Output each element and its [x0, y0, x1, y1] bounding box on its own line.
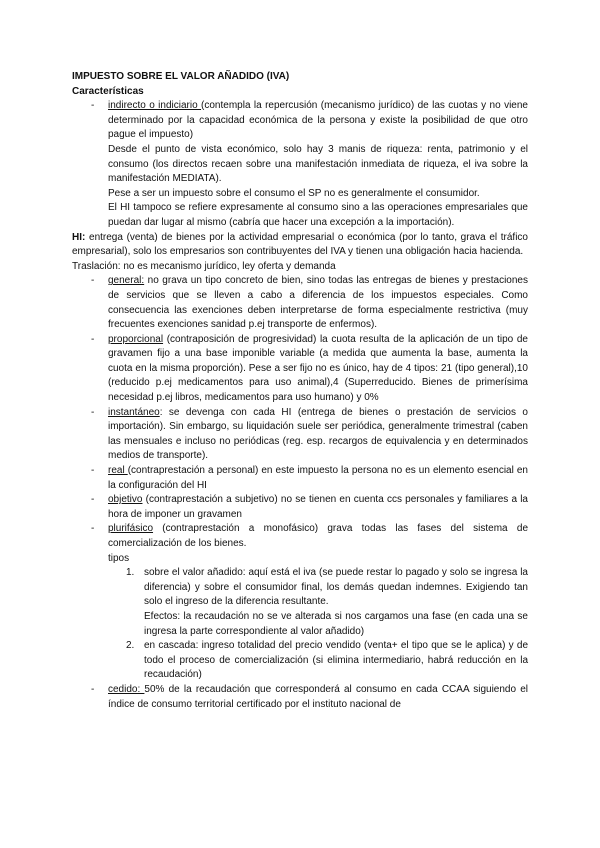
list-item-instantaneo: [72, 406, 528, 464]
list-item-indirecto: [72, 99, 528, 143]
term-plurifasico: plurifásico: [108, 523, 154, 535]
text-real: (contraprestación a personal) en este impuesto la persona no es un elemento esencial en la configuración del HI: [108, 465, 528, 491]
text-instantaneo: : se devenga con cada HI (entrega de bienes o prestación de servicios o importación). Sin embargo, su liquidación suele ser periódica, generalmente trimestral (caben las mensuales e incluso no periódicas (reg. esp. recargos de equivalencia y en determinados medios de transporte).: [108, 406, 528, 462]
hi-text: entrega (venta) de bienes por la actividad empresarial o económica (por lo tanto, grava el tráfico empresarial), solo los empresarios son contribuyentes del IVA y tienen una obligación hacia hacienda.: [72, 231, 528, 258]
tipos-item-1: [72, 566, 528, 610]
text-proporcional: (contraposición de progresividad) la cuota resulta de la aplicación de un tipo de gravamen fijo a una base imponible variable (a medida que aumenta la base, aumenta la cuota en la misma proporción). Pese a ser fijo no es único, hay de 4 tipos: 21 (tipo general),10 (reducido p.ej medicamentos para uso animal),4 (Superreducido. Bienes de primerísima necesidad p.ej libros, medicamentos para uso humano) y 0%: [108, 333, 528, 404]
tipos-label: tipos: [108, 552, 130, 564]
paragraph-riqueza: Desde el punto de vista económico, solo hay 3 manis de riqueza: renta, patrimonio y el consumo (los directos recaen sobre una manifestación inmediata de riqueza, el iva sobre la manifestación MEDIATA).: [108, 143, 528, 185]
term-cedido: cedido:: [108, 683, 145, 695]
paragraph-hi: [72, 231, 528, 260]
term-general: general:: [108, 275, 145, 287]
paragraph-sp-consumidor: Pese a ser un impuesto sobre el consumo el SP no es generalmente el consumidor.: [108, 187, 480, 199]
list-item-objetivo: [72, 493, 528, 522]
list-item-proporcional: [72, 333, 528, 406]
list-item-real: [72, 464, 528, 493]
paragraph-traslacion: Traslación: no es mecanismo jurídico, ley oferta y demanda: [72, 260, 336, 272]
characteristics-list: [72, 99, 528, 143]
traits-list: [72, 274, 528, 551]
text-general: no grava un tipo concreto de bien, sino todas las entregas de bienes y prestaciones de servicios que se lleven a cabo a diferencia de los impuestos especiales. Como consecuencia las exenciones deben interpretarse de forma especialmente restrictiva (muy frecuentes exenciones sanidad p.ej transporte de enfermos).: [108, 275, 528, 331]
tipos-item-text: en cascada: ingreso totalidad del precio vendido (venta+ el tipo que se le aplica) y de todo el proceso de comercialización (si elimina intermediario, habrá reducción en la recaudación): [144, 640, 528, 681]
text-indirecto: (contempla la repercusión (mecanismo jurídico) de las cuotas y no viene determinado por la capacidad económica de la persona y existe la posibilidad de que otro pague el impuesto): [108, 100, 528, 141]
tipos-item-2: [72, 639, 528, 683]
term-real: real: [108, 465, 128, 477]
list-item-general: [72, 274, 528, 332]
tipos-item-number: 1.: [126, 567, 135, 579]
tipos-item-number: 2.: [126, 640, 135, 652]
tipos-list: [72, 566, 528, 610]
paragraph-hi-consumo: El HI tampoco se refiere expresamente al consumo sino a las operaciones empresariales que puedan dar lugar al mismo (cabría que hacer una excepción a la importación).: [108, 202, 528, 228]
tipos-item-text: sobre el valor añadido: aquí está el iva (se puede restar lo pagado y solo se ingresa la diferencia) y sobre el consumidor final, los demás quedan indemnes. Exigiendo tan solo el ingreso de la diferencia resultante.: [144, 567, 528, 608]
traits-list-continued: [72, 683, 528, 712]
term-indirecto: indirecto o indiciario: [108, 100, 202, 112]
text-objetivo: (contraprestación a subjetivo) no se tienen en cuenta ccs personales y familiares a la hora de imponer un gravamen: [108, 494, 528, 520]
paragraph-efectos: Efectos: la recaudación no se ve alterada si nos cargamos una fase (en cada una se ingresa la parte correspondiente al valor añadido): [144, 610, 528, 637]
hi-label: HI:: [72, 231, 86, 243]
tipos-list-continued: [72, 639, 528, 683]
text-plurifasico: (contraprestación a monofásico) grava todas las fases del sistema de comercialización de los bienes.: [108, 523, 528, 549]
term-proporcional: proporcional: [108, 333, 164, 345]
document-body: [72, 70, 528, 712]
term-instantaneo: instantáneo: [108, 406, 160, 418]
text-cedido: 50% de la recaudación que corresponderá al consumo en cada CCAA siguiendo el índice de consumo territorial certificado por el instituto nacional de: [108, 683, 528, 710]
list-item-plurifasico: [72, 522, 528, 551]
section-heading-caracteristicas: Características: [72, 85, 144, 97]
term-objetivo: objetivo: [108, 494, 143, 506]
document-title: IMPUESTO SOBRE EL VALOR AÑADIDO (IVA): [72, 71, 290, 82]
list-item-cedido: [72, 683, 528, 712]
